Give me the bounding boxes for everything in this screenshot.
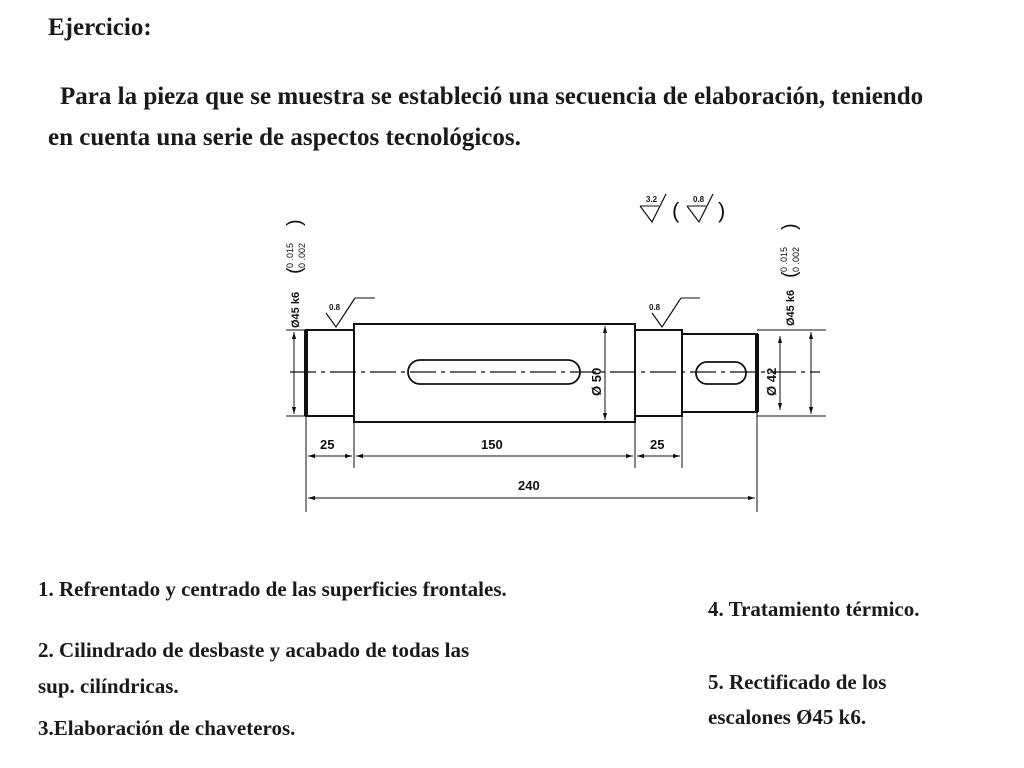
step-3: 3.Elaboración de chaveteros. [38,716,296,740]
svg-text:(: ( [672,198,680,223]
svg-text:0 .002: 0 .002 [297,242,307,268]
exercise-intro: Para la pieza que se muestra se estableció una secuencia de elaboración, teniendo en cuenta una serie de aspectos tecnológicos. [48,83,924,151]
extension-lines [286,324,826,512]
step-5-line-2: escalones Ø45 k6. [708,705,867,729]
shaft-outline [306,324,757,422]
dim-total-value: 240 [518,478,540,493]
svg-text:): ) [779,223,801,230]
svg-text:(: ( [284,267,306,274]
svg-text:): ) [718,198,726,223]
dim-middle-value: 150 [481,437,503,452]
svg-text:Ø45 k6: Ø45 k6 [290,291,302,328]
tolerance-right [779,223,801,326]
step-4: 4. Tratamiento térmico. [708,597,920,621]
svg-text:0 .015: 0 .015 [779,246,789,272]
svg-text:0 .002: 0 .002 [791,246,801,272]
step-2-line-1: 2. Cilindrado de desbaste y acabado de todas las [38,638,470,662]
svg-text:(: ( [779,271,801,278]
svg-text:3.2: 3.2 [646,195,658,204]
step-2-line-2: sup. cilíndricas. [38,674,179,698]
diameter-key-label: Ø 42 [764,367,779,396]
svg-text:Ø45 k6: Ø45 k6 [785,289,797,326]
general-roughness-note [640,194,725,223]
step-1: 1. Refrentado y centrado de las superficies frontales. [38,577,507,601]
svg-text:0.8: 0.8 [329,303,341,312]
diameter-body-label: Ø 50 [589,367,604,396]
roughness-symbol-right [649,298,700,327]
svg-text:0 .015: 0 .015 [285,242,295,268]
dim-right-value: 25 [650,437,665,452]
roughness-symbol-left [326,298,375,327]
dim-left-value: 25 [320,437,335,452]
tolerance-left [284,219,307,328]
svg-text:): ) [284,219,306,226]
svg-text:0.8: 0.8 [649,303,661,312]
keyway-small [696,362,746,384]
svg-text:0.8: 0.8 [693,195,705,204]
exercise-heading: Ejercicio: [48,14,152,41]
step-5-line-1: 5. Rectificado de los [708,670,887,694]
